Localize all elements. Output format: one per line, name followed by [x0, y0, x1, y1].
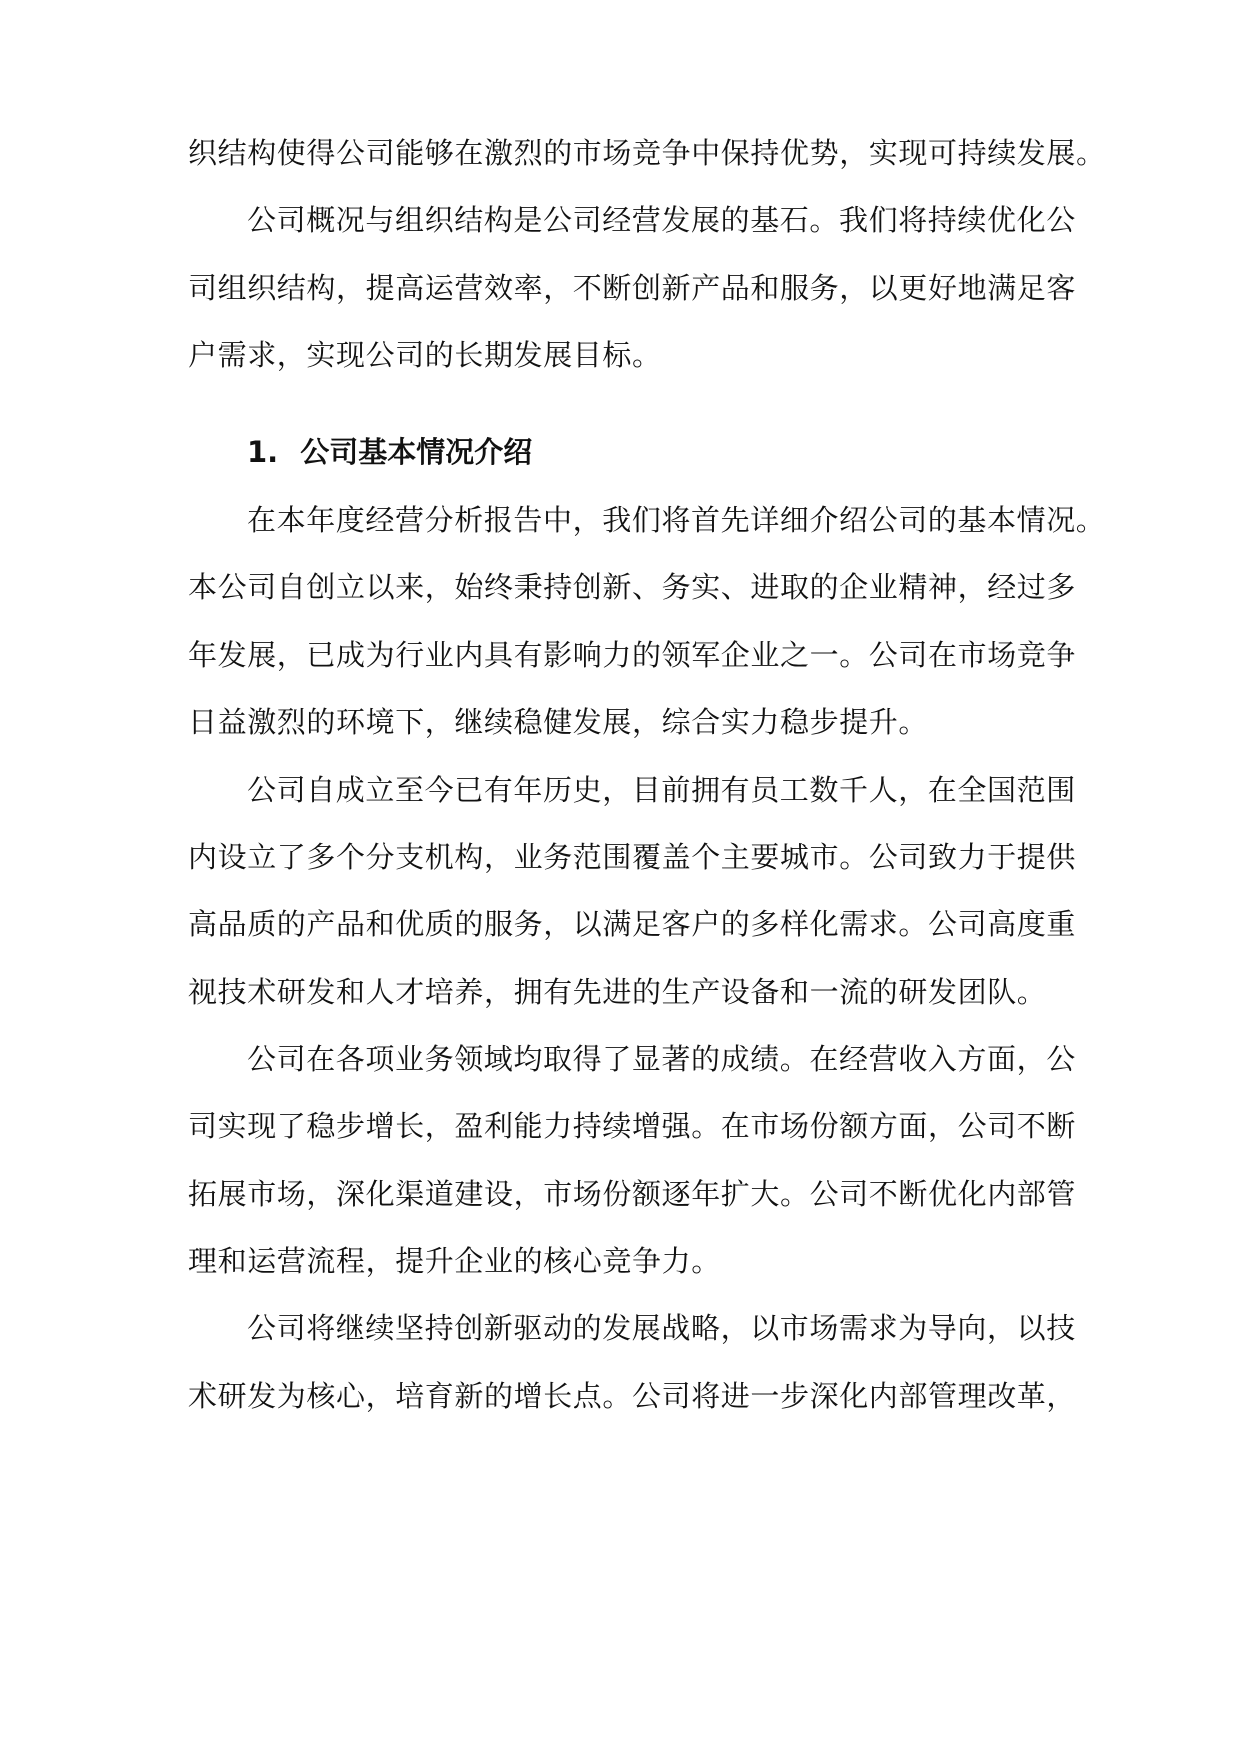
paragraph-line: 日益激烈的环境下，继续稳健发展，综合实力稳步提升。	[188, 705, 929, 739]
paragraph-line: 司组织结构，提高运营效率，不断创新产品和服务，以更好地满足客	[188, 271, 1077, 305]
paragraph-line: 公司自成立至今已有年历史，目前拥有员工数千人，在全国范围	[247, 773, 1076, 807]
section-heading	[247, 432, 532, 472]
paragraph-line: 公司概况与组织结构是公司经营发展的基石。我们将持续优化公	[247, 203, 1076, 237]
paragraph-line: 内设立了多个分支机构，业务范围覆盖个主要城市。公司致力于提供	[188, 840, 1077, 874]
paragraph-line: 拓展市场，深化渠道建设，市场份额逐年扩大。公司不断优化内部管	[188, 1177, 1077, 1211]
paragraph-line: 年发展，已成为行业内具有影响力的领军企业之一。公司在市场竞争	[188, 638, 1077, 672]
paragraph-line: 公司在各项业务领域均取得了显著的成绩。在经营收入方面，公	[247, 1042, 1076, 1076]
section-number: 1.	[247, 435, 279, 469]
paragraph-line: 本公司自创立以来，始终秉持创新、务实、进取的企业精神，经过多	[188, 570, 1077, 604]
paragraph-line: 高品质的产品和优质的服务，以满足客户的多样化需求。公司高度重	[188, 907, 1077, 941]
section-title: 公司基本情况介绍	[300, 435, 533, 469]
paragraph-line: 在本年度经营分析报告中，我们将首先详细介绍公司的基本情况。	[247, 503, 1106, 537]
paragraph-line: 公司将继续坚持创新驱动的发展战略，以市场需求为导向，以技	[247, 1311, 1076, 1345]
paragraph-line: 理和运营流程，提升企业的核心竞争力。	[188, 1244, 721, 1278]
paragraph-line: 视技术研发和人才培养，拥有先进的生产设备和一流的研发团队。	[188, 975, 1047, 1009]
paragraph-line: 户需求，实现公司的长期发展目标。	[188, 338, 662, 372]
paragraph-line: 司实现了稳步增长，盈利能力持续增强。在市场份额方面，公司不断	[188, 1109, 1077, 1143]
paragraph-line: 术研发为核心，培育新的增长点。公司将进一步深化内部管理改革，	[188, 1379, 1077, 1413]
paragraph-line: 织结构使得公司能够在激烈的市场竞争中保持优势，实现可持续发展。	[188, 136, 1106, 170]
